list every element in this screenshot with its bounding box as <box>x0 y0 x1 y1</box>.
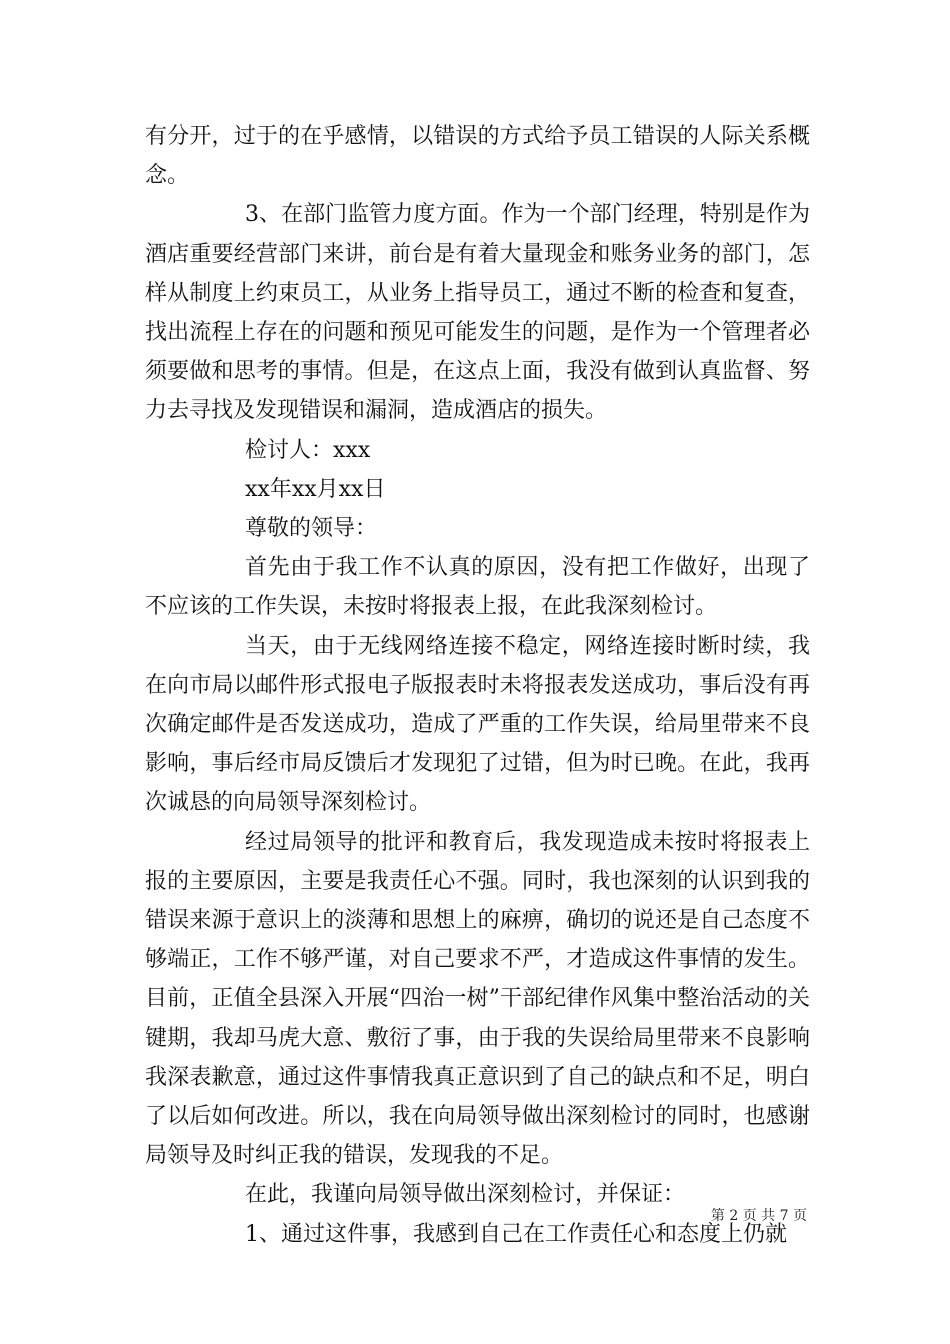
paragraph-pledge-1: 1、通过这件事，我感到自己在工作责任心和态度上仍就 <box>245 1221 787 1247</box>
page-number: 第 2 页 共 7 页 <box>710 1208 807 1224</box>
paragraph-opening: 首先由于我工作不认真的原因，没有把工作做好，出现了不应该的工作失误，未按时将报表上报，在此我深刻检讨。 <box>145 555 810 620</box>
signature-reviewer: 检讨人：xxx <box>245 437 371 463</box>
paragraph-reflection: 经过局领导的批评和教育后，我发现造成未按时将报表上报的主要原因，主要是我责任心不强。同时，我也深刻的认识到我的错误来源于意识上的淡薄和思想上的麻痹，确切的说还是自己态度不够端正，工作不够严谨，对自己要求不严，才造成这件事情的发生。目前，正值全县深入开展“四治一树”干部纪律作风集中整治活动的关键期，我却马虎大意、敷衍了事，由于我的失误给局里带来不良影响我深表歉意，通过这件事情我真正意识到了自己的缺点和不足，明白了以后如何改进。所以，我在向局领导做出深刻检讨的同时，也感谢局领导及时纠正我的错误，发现我的不足。 <box>145 829 810 1169</box>
document-body <box>145 117 810 1254</box>
paragraph-supervision: 3、在部门监管力度方面。作为一个部门经理，特别是作为酒店重要经营部门来讲，前台是有着大量现金和账务业务的部门，怎样从制度上约束员工，从业务上指导员工，通过不断的检查和复查，找出流程上存在的问题和预见可能发生的问题，是作为一个管理者必须要做和思考的事情。但是，在这点上面，我没有做到认真监督、努力去寻找及发现错误和漏洞，造成酒店的损失。 <box>145 202 810 424</box>
paragraph-incident: 当天，由于无线网络连接不稳定，网络连接时断时续，我在向市局以邮件形式报电子版报表时未将报表发送成功，事后没有再次确定邮件是否发送成功，造成了严重的工作失误，给局里带来不良影响，事后经市局反馈后才发现犯了过错，但为时已晚。在此，我再次诚恳的向局领导深刻检讨。 <box>145 633 810 816</box>
paragraph-pledge-intro: 在此，我谨向局领导做出深刻检讨，并保证： <box>245 1182 686 1208</box>
salutation: 尊敬的领导： <box>245 516 378 542</box>
signature-date: xx年xx月xx日 <box>245 476 386 502</box>
paragraph-continuation: 有分开，过于的在乎感情，以错误的方式给予员工错误的人际关系概念。 <box>145 124 810 189</box>
